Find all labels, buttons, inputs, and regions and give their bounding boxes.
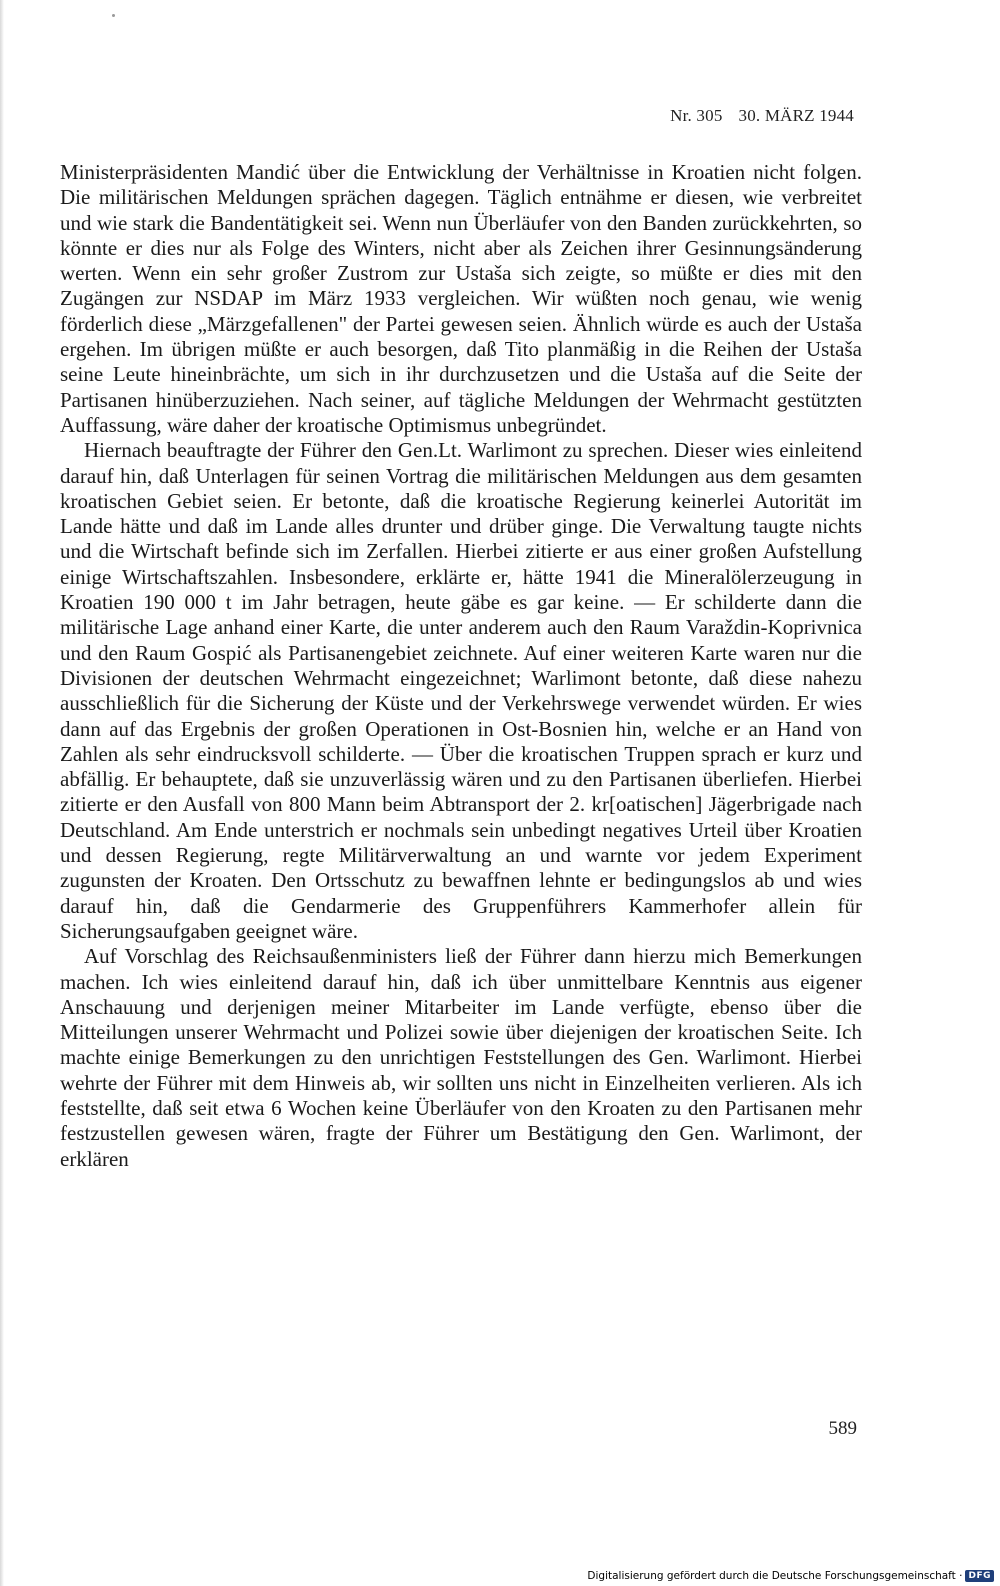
paragraph-3: Auf Vorschlag des Reichsaußenministers ließ der Führer dann hierzu mich Bemerkungen machen. Ich wies einleitend darauf hin, daß ich über unmittelbare Kenntnis aus eigener Anschauung und derjenigen meiner Mitarbeiter im Lande verfügte, ebenso über die Mitteilungen unserer Wehrmacht und Polizei sowie über diejenigen der kroatischen Seite. Ich machte einige Bemerkungen zu den unrichtigen Feststellungen des Gen. Warlimont. Hierbei wehrte der Führer mit dem Hinweis ab, wir sollten uns nicht in Einzelheiten verlieren. Als ich feststellte, daß seit etwa 6 Wochen keine Überläufer von den Kroaten zu den Partisanen mehr festzustellen gewesen wären, fragte der Führer um Bestätigung den Gen. Warlimont, der erklären xyxy=(60,944,862,1171)
body-text xyxy=(60,160,862,1172)
document-date: 30. MÄRZ 1944 xyxy=(738,106,854,125)
scan-speck xyxy=(112,14,115,17)
digitization-footer xyxy=(587,1570,994,1582)
document-number: Nr. 305 xyxy=(670,106,723,125)
dfg-logo: DFG xyxy=(965,1570,994,1582)
footer-text: Digitalisierung gefördert durch die Deutsche Forschungsgemeinschaft · xyxy=(587,1570,963,1582)
paragraph-2: Hiernach beauftragte der Führer den Gen.Lt. Warlimont zu sprechen. Dieser wies einleitend darauf hin, daß Unterlagen für seinen Vortrag die militärischen Meldungen aus dem gesamten kroatischen Gebiet seien. Er betonte, daß die kroatische Regierung keinerlei Autorität im Lande hätte und daß im Lande alles drunter und drüber ginge. Die Verwaltung taugte nichts und die Wirtschaft befinde sich im Zerfallen. Hierbei zitierte er aus einer großen Aufstellung einige Wirtschaftszahlen. Insbesondere, erklärte er, hätte 1941 die Mineralölerzeugung in Kroatien 190 000 t im Jahr betragen, heute gäbe es gar keine. — Er schilderte dann die militärische Lage anhand einer Karte, die unter anderem auch den Raum Varaždin-Koprivnica und den Raum Gospić als Partisanengebiet zeichnete. Auf einer weiteren Karte waren nur die Divisionen der deutschen Wehrmacht eingezeichnet; Warlimont betonte, daß diese nahezu ausschließlich für die Sicherung der Küste und der Verkehrswege verwendet würden. Er wies dann auf das Ergebnis der großen Operationen in Ost-Bosnien hin, welche er an Hand von Zahlen als sehr eindrucksvoll schilderte. — Über die kroatischen Truppen sprach er kurz und abfällig. Er behauptete, daß sie unzuverlässig wären und zu den Partisanen überliefen. Hierbei zitierte er den Ausfall von 800 Mann beim Abtransport der 2. kr[oatischen] Jägerbrigade nach Deutschland. Am Ende unterstrich er nochmals sein unbedingt negatives Urteil über Kroatien und dessen Regierung, regte Militärverwaltung an und warnte vor jedem Experiment zugunsten der Kroaten. Den Ortsschutz zu bewaffnen lehnte er bedingungslos ab und wies darauf hin, daß die Gendarmerie des Gruppenführers Kammerhofer allein für Sicherungsaufgaben geeignet wäre. xyxy=(60,438,862,943)
page-number: 589 xyxy=(828,1418,857,1439)
page-edge xyxy=(0,0,4,1586)
running-head xyxy=(670,106,854,126)
paragraph-1: Ministerpräsidenten Mandić über die Entwicklung der Verhältnisse in Kroatien nicht folgen. Die militärischen Meldungen sprächen dagegen. Täglich entnähme er diesen, wie verbreitet und wie stark die Bandentätigkeit sei. Wenn nun Überläufer von den Banden zurückkehrten, so könnte er dies nur als Folge des Winters, nicht aber als Zeichen ihrer Gesinnungsänderung werten. Wenn ein sehr großer Zustrom zur Ustaša sich zeigte, so müßte er dies mit den Zugängen zur NSDAP im März 1933 vergleichen. Wir wüßten noch genau, wie wenig förderlich diese „Märzgefallenen" der Partei gewesen seien. Ähnlich würde es auch der Ustaša ergehen. Im übrigen müßte er auch besorgen, daß Tito planmäßig in die Reihen der Ustaša seine Leute hineinbrächte, um sich in ihr durchzusetzen und die Ustaša auf die Seite der Partisanen hinüberzuziehen. Nach seiner, auf tägliche Meldungen der Wehrmacht gestützten Auffassung, wäre daher der kroatische Optimismus unbegründet. xyxy=(60,160,862,437)
